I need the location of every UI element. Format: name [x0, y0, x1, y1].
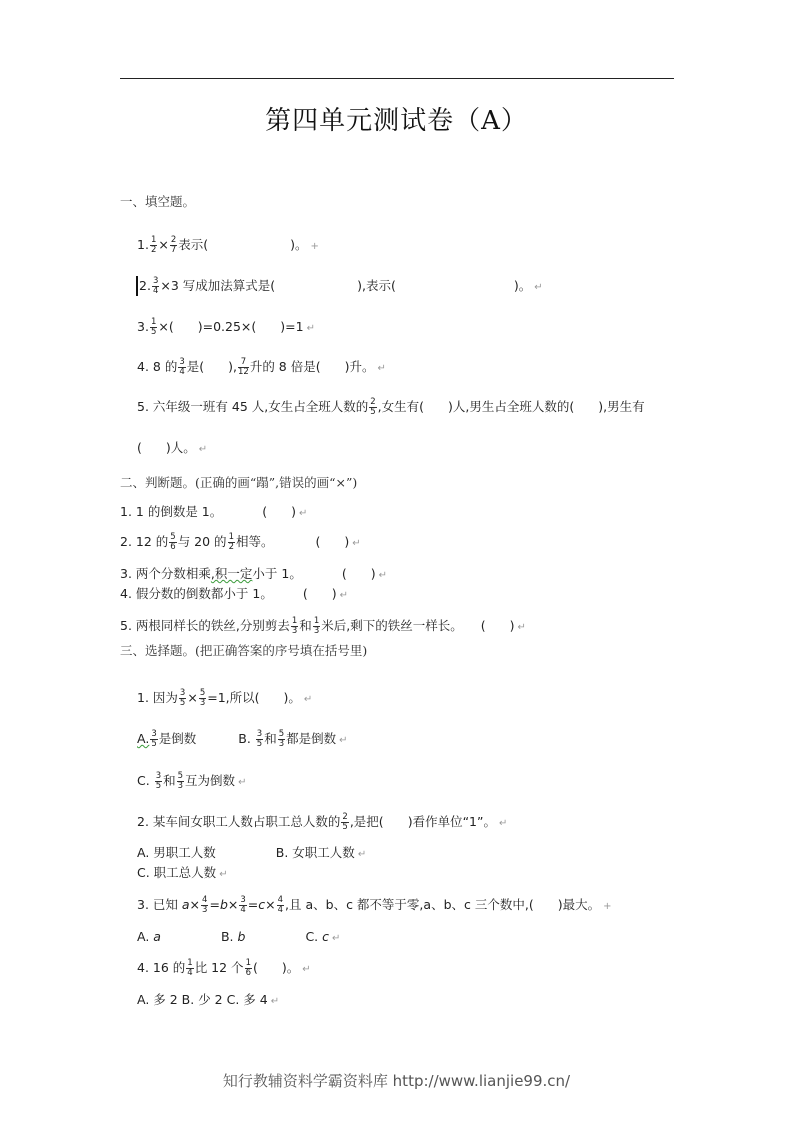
paragraph-mark-icon: +: [310, 241, 319, 252]
fraction: $\frac{3}{4}$: [240, 895, 246, 915]
paragraph-mark-icon: ↵: [219, 869, 228, 880]
section1-heading: 一、填空题。: [120, 194, 196, 209]
paragraph-mark-icon: ↵: [339, 590, 348, 601]
paragraph-mark-icon: ↵: [534, 282, 543, 293]
fraction: $\frac{3}{5}$: [155, 771, 162, 791]
fraction: $\frac{5}{3}$: [177, 771, 184, 791]
section3-heading: 三、选择题。(把正确答案的序号填在括号里): [120, 643, 368, 658]
option-a-label: A.: [137, 731, 150, 746]
s3-q3-options: A. a B. b C. c ↵: [137, 929, 341, 944]
paragraph-mark-icon: ↵: [357, 849, 367, 860]
fraction: $\frac{3}{5}$: [151, 729, 157, 749]
s3-q1-options-ab: A. $\frac{3}{5}$ 是倒数 B. $\frac{3}{5}$ 和 $\frac{5}{3}$ 都是倒数 ↵: [137, 729, 348, 749]
fraction: $\frac{4}{4}$: [277, 895, 284, 915]
paragraph-mark-icon: ↵: [306, 323, 315, 334]
fraction: $\frac{1}{4}$: [187, 958, 193, 978]
fraction: $\frac{3}{4}$: [152, 276, 159, 296]
s2-question-4: 4. 假分数的倒数都小于 1。 ( ) ↵: [120, 586, 348, 601]
fraction: $\frac{2}{7}$: [170, 235, 177, 255]
paragraph-mark-icon: ↵: [339, 735, 348, 746]
header-rule: [120, 78, 674, 79]
watermark-footer: 知行教辅资料学霸资料库 http://www.lianjie99.cn/: [222, 1072, 571, 1090]
page-title: 第四单元测试卷（A）: [265, 106, 528, 136]
section2-heading: 二、判断题。(正确的画“蹋”,错误的画“×”): [120, 475, 358, 490]
s3-question-3: 3. 已知 a× $\frac{4}{3}$ =b× $\frac{3}{4}$ =c× $\frac{4}{4}$ ,且 a、b、c 都不等于零,a、b、c 三个数中,( )最大。 +: [137, 895, 612, 915]
fraction: $\frac{5}{3}$: [278, 729, 285, 749]
s1-question-4: 4. 8 的 $\frac{3}{4}$ 是( ), $\frac{7}{12}$ 升的 8 倍是( )升。 ↵: [137, 357, 386, 377]
fraction: $\frac{1}{5}$: [150, 317, 157, 337]
s3-q1-option-c: C. $\frac{3}{5}$ 和 $\frac{5}{3}$ 互为倒数 ↵: [137, 771, 247, 791]
s3-q2-option-c: C. 职工总人数 ↵: [137, 865, 228, 880]
s1-question-5: 5. 六年级一班有 45 人,女生占全班人数的 $\frac{2}{5}$ ,女生有( )人,男生占全班人数的( ),男生有: [137, 397, 645, 417]
s2-question-2: 2. 12 的 $\frac{5}{6}$ 与 20 的 $\frac{1}{2}$ 相等。 ( ) ↵: [120, 532, 361, 552]
fraction: $\frac{5}{3}$: [199, 688, 206, 708]
fraction: $\frac{3}{4}$: [179, 357, 185, 377]
paragraph-mark-icon: ↵: [302, 964, 311, 975]
s2-question-1: 1. 1 的倒数是 1。 ( ) ↵: [120, 504, 308, 519]
s2-question-3: 3. 两个分数相乘,积一定小于 1。 ( ) ↵: [120, 566, 387, 581]
fraction: $\frac{1}{3}$: [291, 616, 298, 636]
s3-question-2: 2. 某车间女职工人数占职工总人数的 $\frac{2}{5}$ ,是把( )看作单位“1”。 ↵: [137, 812, 508, 832]
fraction: $\frac{1}{2}$: [150, 235, 157, 255]
fraction: $\frac{7}{12}$: [238, 357, 249, 377]
s1-question-3: 3. $\frac{1}{5}$ ×( )=0.25×( )=1 ↵: [137, 317, 315, 337]
s3-question-4: 4. 16 的 $\frac{1}{4}$ 比 12 个 $\frac{1}{6}$ ( )。 ↵: [137, 958, 311, 978]
s1-question-1: 1. $\frac{1}{2}$ × $\frac{2}{7}$ 表示( )。 +: [137, 235, 319, 255]
paragraph-mark-icon: ↵: [303, 694, 313, 705]
text-cursor: [136, 276, 138, 296]
paragraph-mark-icon: ↵: [352, 538, 361, 549]
paragraph-mark-icon: ↵: [238, 777, 247, 788]
paragraph-mark-icon: ↵: [517, 622, 526, 633]
spellcheck-underline: ,积一定: [210, 566, 253, 581]
paragraph-mark-icon: ↵: [270, 996, 280, 1007]
fraction: $\frac{3}{5}$: [179, 688, 186, 708]
s2-question-5: 5. 两根同样长的铁丝,分别剪去 $\frac{1}{3}$ 和 $\frac{1}{3}$ 米后,剩下的铁丝一样长。 ( ) ↵: [120, 616, 526, 636]
paragraph-mark-icon: ↵: [377, 363, 386, 374]
s3-q2-options-ab: A. 男职工人数 B. 女职工人数 ↵: [137, 845, 367, 860]
paragraph-mark-icon: ↵: [299, 508, 308, 519]
fraction: $\frac{5}{6}$: [170, 532, 176, 552]
fraction: $\frac{1}{3}$: [313, 616, 320, 636]
fraction: $\frac{2}{5}$: [342, 812, 348, 832]
fraction: $\frac{1}{2}$: [228, 532, 234, 552]
paragraph-mark-icon: ↵: [332, 933, 341, 944]
s1-question-5-cont: ( )人。 ↵: [137, 440, 208, 455]
paragraph-mark-icon: ↵: [498, 818, 508, 829]
paragraph-mark-icon: +: [603, 901, 612, 912]
option-b-label: B.: [238, 731, 251, 746]
s3-question-1: 1. 因为 $\frac{3}{5}$ × $\frac{5}{3}$ =1,所以( )。 ↵: [137, 688, 313, 708]
s1-question-2: 2. $\frac{3}{4}$ ×3 写成加法算式是( ),表示( )。 ↵: [139, 276, 543, 296]
fraction: $\frac{4}{3}$: [202, 895, 208, 915]
paragraph-mark-icon: ↵: [378, 570, 387, 581]
paragraph-mark-icon: ↵: [198, 444, 208, 455]
fraction: $\frac{2}{5}$: [370, 397, 376, 417]
s3-q4-options: A. 多 2 B. 少 2 C. 多 4 ↵: [137, 992, 280, 1007]
fraction: $\frac{1}{6}$: [245, 958, 251, 978]
fraction: $\frac{3}{5}$: [256, 729, 263, 749]
